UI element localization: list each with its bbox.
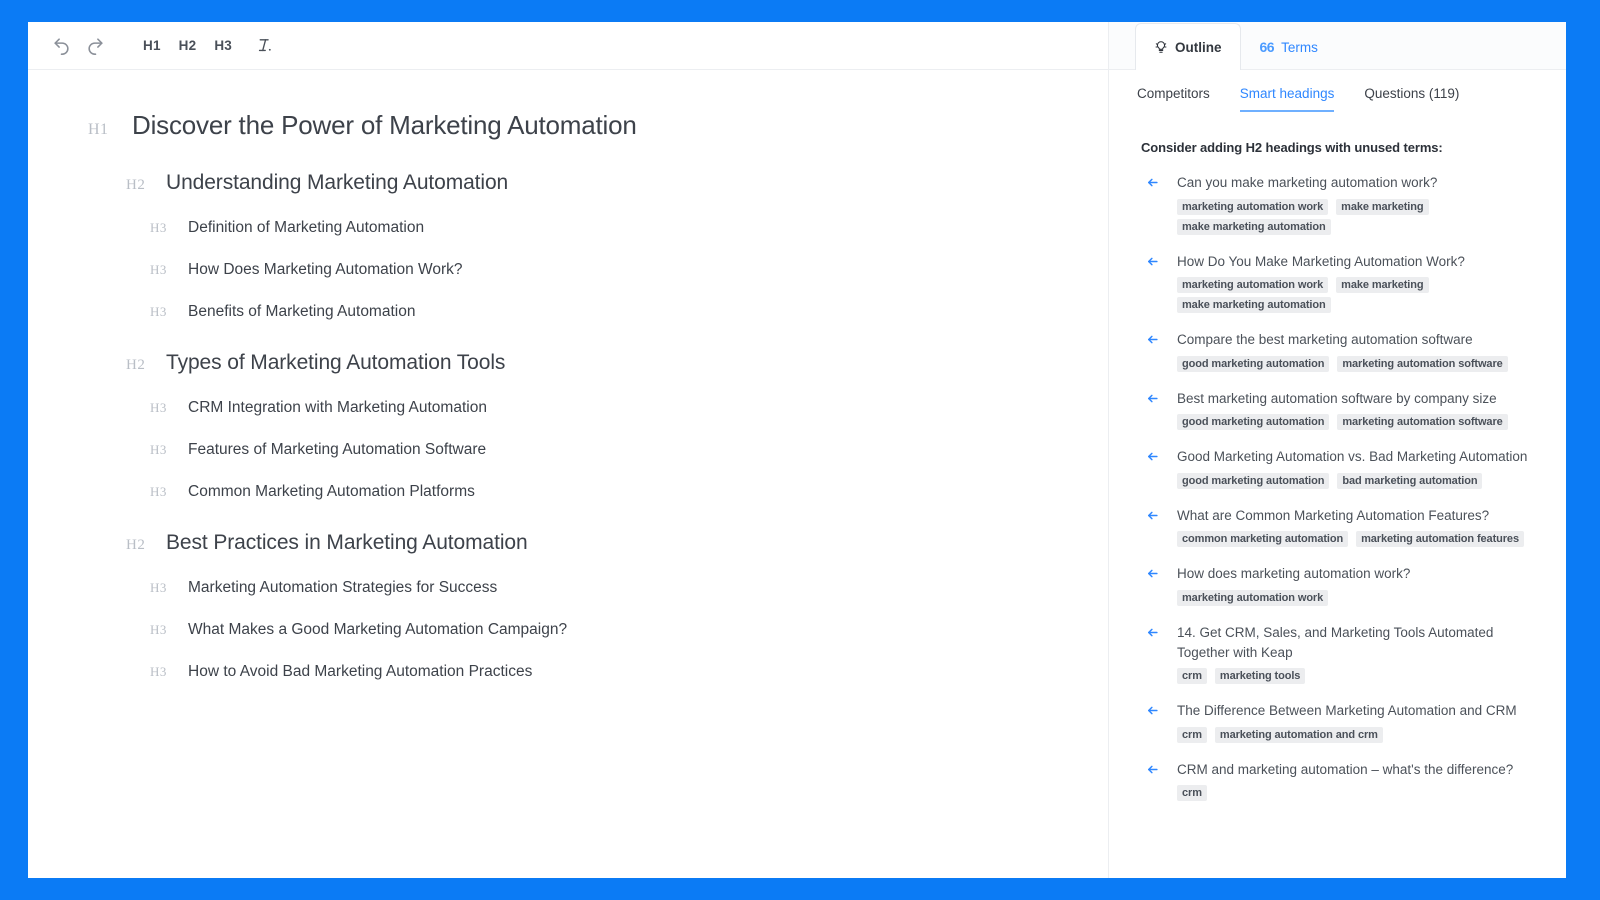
heading-text: Discover the Power of Marketing Automation (132, 110, 637, 140)
suggestion-heading-text: What are Common Marketing Automation Features? (1177, 507, 1490, 523)
heading-h1-button[interactable]: H1 (143, 38, 161, 53)
suggestion-body (1177, 564, 1536, 606)
term-tag: marketing automation work (1177, 199, 1328, 215)
heading-suggestion-item[interactable] (1141, 330, 1536, 372)
suggestion-term-tags (1177, 590, 1536, 606)
insert-left-arrow-icon[interactable] (1141, 701, 1163, 743)
heading-text: Definition of Marketing Automation (188, 219, 425, 236)
suggestion-heading-text: How does marketing automation work? (1177, 566, 1411, 582)
outline-editor-pane (28, 22, 1108, 878)
tab-terms[interactable] (1241, 23, 1337, 70)
suggestion-term-tags (1177, 785, 1536, 801)
term-tag: common marketing automation (1177, 531, 1348, 547)
insert-left-arrow-icon[interactable] (1141, 760, 1163, 802)
heading-text: Best Practices in Marketing Automation (166, 531, 528, 554)
heading-text: Understanding Marketing Automation (166, 171, 509, 194)
insert-left-arrow-icon[interactable] (1141, 389, 1163, 431)
tab-outline[interactable] (1135, 23, 1241, 70)
outline-heading-h2[interactable] (126, 531, 1048, 555)
suggestion-term-tags (1177, 473, 1536, 489)
heading-level-tag: H3 (150, 220, 167, 235)
editor-toolbar (28, 22, 1108, 70)
term-tag: crm (1177, 727, 1207, 743)
suggestions-list (1141, 173, 1536, 801)
suggestion-heading-text: Compare the best marketing automation software (1177, 332, 1473, 348)
outline-heading-h3[interactable] (150, 441, 1048, 459)
outline-heading-h3[interactable] (150, 219, 1048, 237)
outline-heading-h3[interactable] (150, 303, 1048, 321)
heading-level-tag: H2 (126, 357, 146, 373)
clear-formatting-icon[interactable] (247, 30, 281, 62)
heading-text: Benefits of Marketing Automation (188, 303, 416, 320)
term-tag: marketing tools (1215, 668, 1305, 684)
heading-text: CRM Integration with Marketing Automation (188, 399, 487, 416)
term-tag: marketing automation and crm (1215, 727, 1383, 743)
suggestion-body (1177, 701, 1536, 743)
suggestion-term-tags (1177, 277, 1536, 313)
redo-arrow-icon[interactable] (78, 29, 112, 63)
heading-level-tag: H3 (150, 304, 167, 319)
heading-suggestion-item[interactable] (1141, 760, 1536, 802)
heading-level-tag: H3 (150, 262, 167, 277)
suggestion-body (1177, 252, 1536, 314)
suggestions-title: Consider adding H2 headings with unused terms: (1141, 140, 1443, 155)
heading-suggestion-item[interactable] (1141, 506, 1536, 548)
suggestion-heading-text: Can you make marketing automation work? (1177, 175, 1438, 190)
heading-h2-button[interactable]: H2 (178, 38, 197, 53)
outline-heading-h3[interactable] (150, 261, 1048, 279)
tab-terms-label: Terms (1281, 39, 1318, 55)
suggestion-heading-text: CRM and marketing automation – what's the difference? (1177, 761, 1514, 777)
suggestion-body (1177, 389, 1536, 431)
insert-left-arrow-icon[interactable] (1141, 623, 1163, 684)
heading-suggestion-item[interactable] (1141, 623, 1536, 684)
insert-left-arrow-icon[interactable] (1141, 506, 1163, 548)
suggestion-heading-text: The Difference Between Marketing Automation and CRM (1177, 703, 1517, 719)
undo-arrow-icon[interactable] (44, 29, 78, 63)
heading-level-tag: H3 (150, 400, 167, 415)
heading-level-tag: H3 (150, 580, 167, 595)
outline-heading-h3[interactable] (150, 663, 1048, 681)
term-tag: make marketing automation (1177, 297, 1331, 313)
suggestion-term-tags (1177, 668, 1536, 684)
insert-left-arrow-icon[interactable] (1141, 252, 1163, 314)
insert-left-arrow-icon[interactable] (1141, 564, 1163, 606)
suggestion-term-tags (1177, 414, 1536, 430)
suggestion-term-tags (1177, 199, 1536, 235)
suggestion-heading-text: Best marketing automation software by company size (1177, 390, 1497, 406)
suggestion-body (1177, 447, 1536, 489)
outline-heading-h1[interactable] (88, 110, 1048, 141)
outline-heading-h2[interactable] (126, 171, 1048, 195)
insert-left-arrow-icon[interactable] (1141, 330, 1163, 372)
term-tag: marketing automation software (1337, 356, 1507, 372)
heading-suggestion-item[interactable] (1141, 701, 1536, 743)
outline-document[interactable] (28, 70, 1108, 878)
terms-count-badge: 66 (1259, 39, 1275, 55)
term-tag: good marketing automation (1177, 414, 1329, 430)
suggestion-body (1177, 760, 1536, 802)
heading-suggestion-item[interactable] (1141, 564, 1536, 606)
suggestion-term-tags (1177, 531, 1536, 547)
heading-level-tag: H3 (150, 484, 167, 499)
suggestion-body (1177, 330, 1536, 372)
app-window (28, 22, 1566, 878)
suggestion-term-tags (1177, 356, 1536, 372)
heading-suggestion-item[interactable] (1141, 252, 1536, 314)
heading-level-tag: H1 (88, 121, 109, 138)
heading-suggestion-item[interactable] (1141, 173, 1536, 235)
insert-left-arrow-icon[interactable] (1141, 173, 1163, 235)
heading-text: Features of Marketing Automation Software (188, 441, 487, 458)
term-tag: crm (1177, 668, 1207, 684)
lightbulb-icon (1154, 40, 1168, 54)
outline-heading-h3[interactable] (150, 579, 1048, 597)
heading-level-tag: H3 (150, 442, 167, 457)
subtab-smart-headings[interactable]: Smart headings (1240, 86, 1335, 112)
heading-text: Common Marketing Automation Platforms (188, 483, 475, 500)
term-tag: make marketing (1336, 277, 1428, 293)
term-tag: good marketing automation (1177, 356, 1329, 372)
heading-text: How to Avoid Bad Marketing Automation Practices (188, 663, 533, 680)
suggestions-scroll-area[interactable] (1109, 114, 1566, 878)
heading-level-tag: H3 (150, 664, 167, 679)
suggestion-term-tags (1177, 727, 1536, 743)
term-tag: marketing automation features (1356, 531, 1524, 547)
side-panel (1108, 22, 1566, 878)
term-tag: marketing automation work (1177, 590, 1328, 606)
heading-text: Types of Marketing Automation Tools (166, 351, 506, 374)
heading-level-tag: H2 (126, 537, 146, 553)
term-tag: marketing automation software (1337, 414, 1507, 430)
subtab-competitors[interactable]: Competitors (1137, 86, 1210, 101)
outline-heading-h2[interactable] (126, 351, 1048, 375)
outline-heading-h3[interactable] (150, 621, 1048, 639)
heading-text: How Does Marketing Automation Work? (188, 261, 463, 278)
suggestion-heading-text: How Do You Make Marketing Automation Work? (1177, 253, 1465, 269)
heading-suggestion-item[interactable] (1141, 389, 1536, 431)
term-tag: make marketing automation (1177, 219, 1331, 235)
insert-left-arrow-icon[interactable] (1141, 447, 1163, 489)
subtab-questions[interactable]: Questions (119) (1364, 86, 1460, 101)
outline-heading-h3[interactable] (150, 399, 1048, 417)
outline-heading-h3[interactable] (150, 483, 1048, 501)
term-tag: make marketing (1336, 199, 1428, 215)
suggestion-heading-text: Good Marketing Automation vs. Bad Marketing Automation (1177, 449, 1528, 465)
heading-text: What Makes a Good Marketing Automation Campaign? (188, 621, 568, 638)
suggestion-heading-text: 14. Get CRM, Sales, and Marketing Tools Automated Together with Keap (1177, 624, 1494, 660)
heading-h3-button[interactable]: H3 (214, 38, 233, 53)
suggestion-body (1177, 506, 1536, 548)
term-tag: bad marketing automation (1337, 473, 1482, 489)
panel-subtab-bar (1109, 70, 1566, 114)
term-tag: crm (1177, 785, 1207, 801)
tab-outline-label: Outline (1175, 39, 1222, 55)
heading-suggestion-item[interactable] (1141, 447, 1536, 489)
heading-level-tag: H3 (150, 622, 167, 637)
suggestion-body (1177, 173, 1536, 235)
heading-level-tag: H2 (126, 177, 146, 193)
panel-tab-bar (1109, 22, 1566, 70)
heading-text: Marketing Automation Strategies for Success (188, 579, 498, 596)
suggestion-body (1177, 623, 1536, 684)
term-tag: good marketing automation (1177, 473, 1329, 489)
term-tag: marketing automation work (1177, 277, 1328, 293)
